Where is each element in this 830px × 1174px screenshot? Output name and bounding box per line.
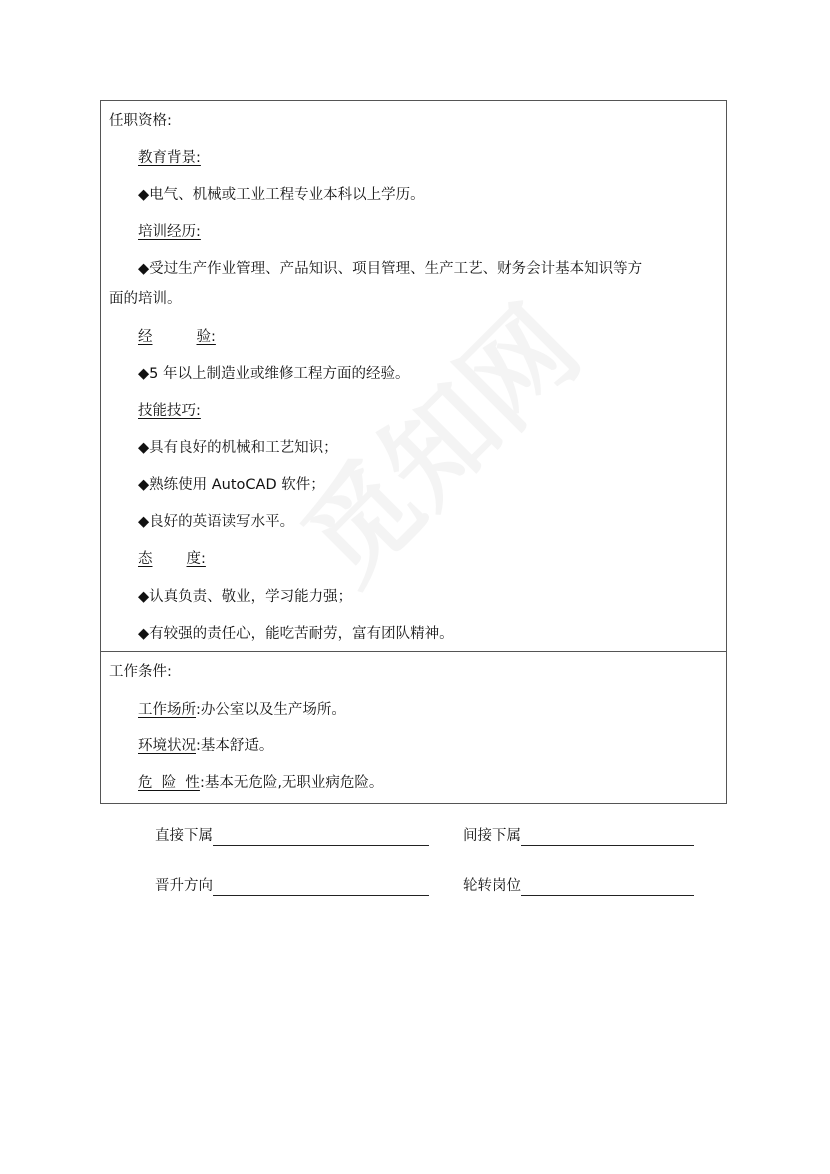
condition-label: 危 险 性	[138, 775, 200, 791]
attitude-label-b: 度:	[186, 551, 206, 567]
condition-label: 工作场所	[138, 702, 196, 718]
direct-subordinate-label: 直接下属	[155, 828, 213, 844]
qualifications-section	[100, 100, 727, 652]
attitude-item: ◆认真负责、敬业，学习能力强；	[138, 589, 353, 605]
condition-value: :办公室以及生产场所。	[196, 702, 346, 718]
skills-item: ◆具有良好的机械和工艺知识；	[138, 440, 338, 456]
experience-label-a: 经	[138, 329, 153, 345]
experience-label	[138, 327, 216, 347]
experience-label-b: 验:	[196, 329, 216, 345]
training-label: 培训经历:	[138, 224, 201, 240]
indirect-subordinate-field	[463, 826, 694, 846]
direct-subordinate-blank[interactable]	[213, 829, 429, 846]
conditions-heading: 工作条件:	[109, 664, 172, 680]
education-label: 教育背景:	[138, 150, 201, 166]
condition-row	[138, 700, 346, 720]
condition-value: :基本舒适。	[196, 738, 274, 754]
attitude-label	[138, 549, 206, 569]
condition-row	[138, 773, 383, 793]
skills-item: ◆良好的英语读写水平。	[138, 514, 295, 530]
rotation-label: 轮转岗位	[463, 878, 521, 894]
promotion-label: 晋升方向	[155, 878, 213, 894]
indirect-subordinate-label: 间接下属	[463, 828, 521, 844]
condition-value: :基本无危险,无职业病危险。	[199, 775, 384, 791]
promotion-blank[interactable]	[213, 879, 429, 896]
direct-subordinate-field	[155, 826, 429, 846]
promotion-field	[155, 876, 429, 896]
rotation-field	[463, 876, 694, 896]
training-item-line1: ◆受过生产作业管理、产品知识、项目管理、生产工艺、财务会计基本知识等方	[138, 261, 643, 277]
condition-label: 环境状况	[138, 738, 196, 754]
condition-row	[138, 736, 273, 756]
qualifications-heading: 任职资格:	[109, 113, 172, 129]
skills-item: ◆熟练使用 AutoCAD 软件；	[138, 477, 325, 493]
skills-label: 技能技巧:	[138, 403, 201, 419]
attitude-label-a: 态	[138, 551, 153, 567]
education-item: ◆电气、机械或工业工程专业本科以上学历。	[138, 187, 425, 203]
rotation-blank[interactable]	[521, 879, 694, 896]
training-item-line2: 面的培训。	[109, 291, 182, 307]
attitude-item: ◆有较强的责任心，能吃苦耐劳，富有团队精神。	[138, 626, 454, 642]
experience-item: ◆5 年以上制造业或维修工程方面的经验。	[138, 366, 410, 382]
conditions-section	[100, 651, 727, 804]
indirect-subordinate-blank[interactable]	[521, 829, 694, 846]
